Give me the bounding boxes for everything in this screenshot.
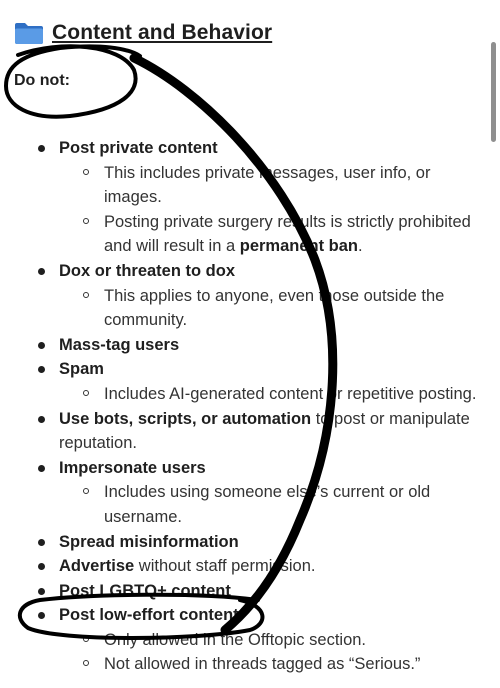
rule-subitem — [0, 652, 500, 677]
rule-subitem — [0, 480, 500, 529]
rule-item — [0, 357, 500, 382]
rule-item — [0, 407, 500, 456]
subitem-text: Includes AI-generated content or repetitive posting. — [104, 384, 477, 403]
hollow-bullet-icon — [83, 218, 89, 224]
rule-item — [0, 259, 500, 284]
subitem-text: Posting private surgery results is strictly prohibited and will result in a — [104, 212, 471, 256]
hollow-bullet-icon — [83, 660, 89, 666]
bullet-icon — [38, 612, 45, 619]
hollow-bullet-icon — [83, 636, 89, 642]
rule-label: Post LGBTQ+ content — [59, 581, 231, 600]
folder-icon — [14, 21, 44, 45]
subitem-text-end: . — [358, 237, 363, 256]
bullet-icon — [38, 342, 45, 349]
subitem-text: Not allowed in threads tagged as “Serious.” — [104, 655, 421, 674]
hollow-bullet-icon — [83, 390, 89, 396]
rule-label: Spam — [59, 360, 104, 379]
do-not-label: Do not: — [14, 72, 70, 89]
rule-label: Dox or threaten to dox — [59, 261, 236, 280]
rule-label: Advertise — [59, 557, 135, 576]
subitem-text: This applies to anyone, even those outside the community. — [104, 286, 445, 330]
hollow-bullet-icon — [83, 292, 89, 298]
rules-list — [0, 136, 500, 677]
rule-subitem — [0, 628, 500, 653]
bullet-icon — [38, 588, 45, 595]
rule-label: Impersonate users — [59, 458, 206, 477]
rule-item — [0, 333, 500, 358]
rule-label: Post low-effort content — [59, 606, 239, 625]
hollow-bullet-icon — [83, 169, 89, 175]
rule-text: to post or manipulate reputation. — [59, 409, 470, 453]
rule-label: Spread misinformation — [59, 532, 239, 551]
section-heading — [14, 18, 272, 48]
bullet-icon — [38, 539, 45, 546]
bullet-icon — [38, 563, 45, 570]
bullet-icon — [38, 465, 45, 472]
bullet-icon — [38, 145, 45, 152]
rule-label: Use bots, scripts, or automation — [59, 409, 312, 428]
rule-item — [0, 603, 500, 628]
emphasis-text: permanent ban — [239, 237, 359, 256]
rule-text: without staff permission. — [134, 557, 316, 576]
subitem-text: Includes using someone else’s current or old username. — [104, 483, 431, 526]
rule-subitem — [0, 382, 500, 407]
subitem-text: Only allowed in the Offtopic section. — [104, 630, 367, 649]
rule-item — [0, 579, 500, 604]
section-title[interactable]: Content and Behavior — [52, 21, 273, 44]
scrollbar-thumb[interactable] — [491, 42, 496, 142]
bullet-icon — [38, 416, 45, 423]
rule-item — [0, 136, 500, 161]
rule-label: Post private content — [59, 139, 218, 157]
bullet-icon — [38, 366, 45, 373]
rule-item — [0, 530, 500, 555]
hollow-bullet-icon — [83, 488, 89, 494]
bullet-icon — [38, 268, 45, 275]
rule-subitem — [0, 161, 500, 210]
rule-subitem — [0, 284, 500, 333]
rule-label: Mass-tag users — [59, 335, 180, 354]
rule-item — [0, 456, 500, 481]
rule-item — [0, 554, 500, 579]
rule-subitem — [0, 210, 500, 259]
subitem-text: This includes private messages, user info, or images. — [104, 163, 431, 207]
